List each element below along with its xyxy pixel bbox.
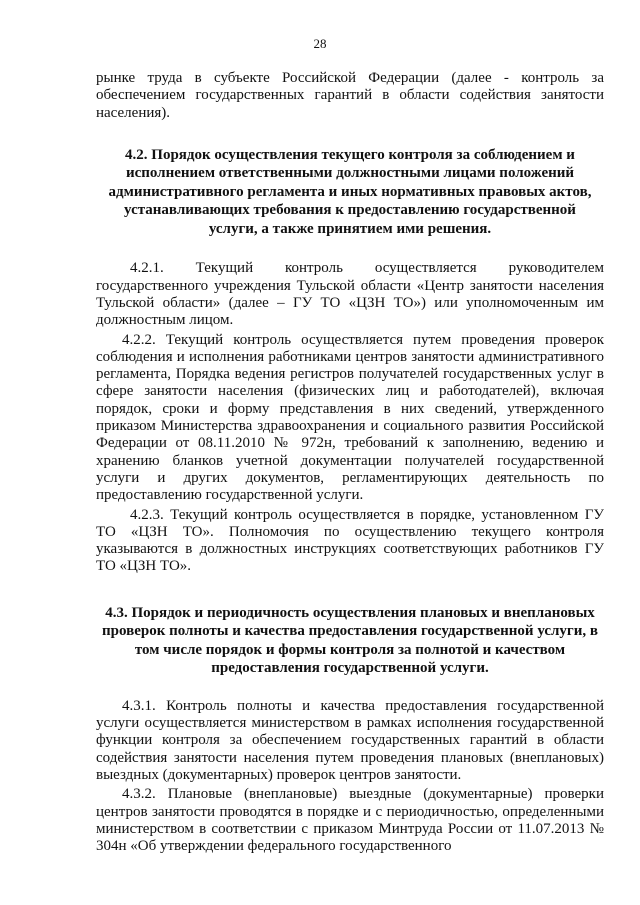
paragraph-4-2-3: 4.2.3. Текущий контроль осуществляется в порядке, установленном ГУ ТО «ЦЗН ТО». Полномочия по осуществлению текущего контроля указываются в должностных инструкциях соответствующих работников ГУ ТО «ЦЗН ТО». <box>96 506 604 575</box>
document-body <box>96 70 604 855</box>
section-4-3-heading: 4.3. Порядок и периодичность осуществления плановых и внеплановых проверок полноты и качества предоставления государственной услуги, в том числе порядок и формы контроля за полнотой и качеством предоставления государственной услуги. <box>101 604 598 677</box>
section-4-2-heading: 4.2. Порядок осуществления текущего контроля за соблюдением и исполнением ответственными должностными лицами положений административного регламента и иных нормативных правовых актов, устанавливающих требования к предоставлению государственной услуги, а также принятием ими решения. <box>108 146 592 237</box>
paragraph-4-3-1: 4.3.1. Контроль полноты и качества предоставления государственной услуги осуществляется министерством в рамках исполнения государственной функции контроля за обеспечением государственных гарантий в области содействия занятости населения путем проведения плановых (внеплановых) выездных (документарных) проверок центров занятости. <box>96 697 604 783</box>
paragraph-4-2-1: 4.2.1. Текущий контроль осуществляется руководителем государственного учреждения Тульской области «Центр занятости населения Тульской области» (далее – ГУ ТО «ЦЗН ТО») или уполномоченным им должностным лицом. <box>96 260 604 329</box>
paragraph-4-3-2: 4.3.2. Плановые (внеплановые) выездные (документарные) проверки центров занятости проводятся в порядке и с периодичностью, определенными министерством в соответствии с приказом Минтруда России от 11.07.2013 № 304н «Об утверждении федерального государственного <box>96 786 604 855</box>
paragraph-continuation: рынке труда в субъекте Российской Федерации (далее - контроль за обеспечением государственных гарантий в области содействия занятости населения). <box>96 70 604 121</box>
page-number: 28 <box>313 36 327 51</box>
paragraph-4-2-2: 4.2.2. Текущий контроль осуществляется путем проведения проверок соблюдения и исполнения работниками центров занятости административного регламента, Порядка ведения регистров получателей государственных услуг в сфере занятости населения (физических лиц и работодателей), включая порядок, сроки и форму представления в них сведений, утвержденного приказом Министерства здравоохранения и социального развития Российской Федерации от 08.11.2010 № 972н, требований к заполнению, ведению и хранению бланков учетной документации получателей государственной услуги и других документов, регламентирующих деятельность по предоставлению государственной услуги. <box>96 331 604 504</box>
